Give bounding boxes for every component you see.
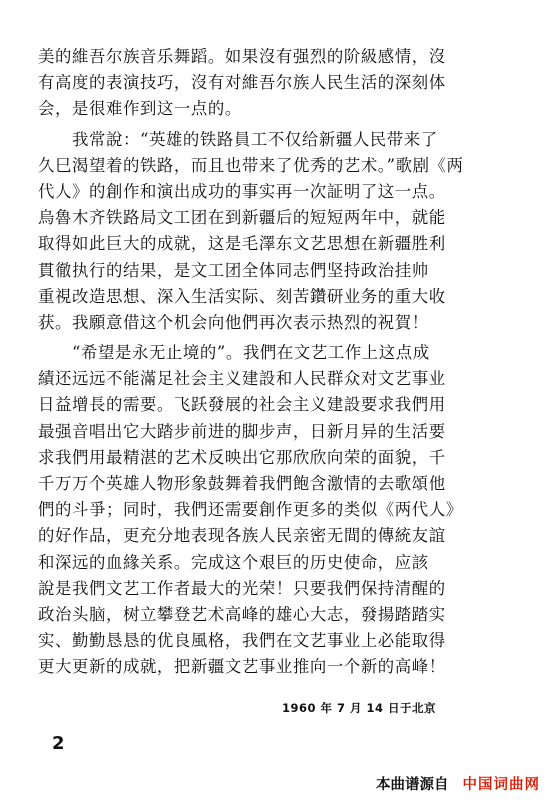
text-line: 我常說：“英雄的铁路員工不仅给新疆人民带来了: [72, 129, 438, 149]
text-line: 千万万个英雄人物形象鼓舞着我們飽含激情的去歌頌他: [38, 474, 446, 493]
date-line: 1960 年 7 月 14 日于北京: [282, 701, 437, 715]
text-line: 政治头脑，树立攀登艺术高峰的雄心大志，發揚踏踏实: [38, 604, 446, 624]
watermark-source-text: 本曲谱源自: [376, 777, 449, 793]
text-line: 烏魯木齐铁路局文工团在到新疆后的短短两年中，就能: [38, 208, 446, 228]
text-line: 更大更新的成就，把新疆文艺事业推向一个新的高峰！: [38, 657, 446, 677]
page-number: 2: [52, 733, 65, 754]
text-line: 日益增長的需要。飞跃發展的社会主义建設要求我們用: [38, 395, 446, 415]
text-line: 有高度的表演技巧，沒有对維吾尔族人民生活的深刻体: [38, 73, 446, 93]
body-text: [38, 44, 516, 681]
text-line: 久巳渴望着的铁路，而且也带来了优秀的艺术。”歌剧《两: [38, 155, 464, 175]
text-line: 获。我願意借这个机会向他們再次表示热烈的祝賀！: [38, 312, 429, 332]
text-line: “希望是永无止境的”。我們在文艺工作上这点成: [72, 343, 430, 363]
text-line: 貫徹执行的结果，是文工团全体同志們坚持政治挂帅: [38, 260, 429, 280]
paragraph: [38, 44, 516, 123]
watermark-site-link[interactable]: 中国词曲网: [462, 777, 540, 793]
text-line: 实、勤勤恳恳的优良風格，我們在文艺事业上必能取得: [38, 631, 446, 651]
text-line: 美的維吾尔族音乐舞蹈。如果沒有强烈的阶級感情，沒: [38, 47, 446, 66]
text-line: 績还远远不能滿足社会主义建設和人民群众对文艺事业: [38, 369, 446, 389]
text-line: 們的斗爭；同时，我們还需要創作更多的类似《两代人》: [38, 500, 463, 520]
watermark: [376, 773, 540, 794]
text-line: 会，是很难作到这一点的。: [38, 99, 242, 119]
text-line: 重視改造思想、深入生活实际、刻苦鑽研业务的重大收: [38, 286, 446, 306]
text-line: 求我們用最精湛的艺术反映出它那欣欣向荣的面貌，千: [38, 447, 446, 467]
text-line: 說是我們文艺工作者最大的光荣！只要我們保持清醒的: [38, 578, 446, 598]
paragraph: [38, 127, 516, 337]
text-line: 代人》的創作和演出成功的事实再一次証明了这一点。: [38, 181, 446, 201]
text-line: 取得如此巨大的成就，这是毛澤东文艺思想在新疆胜利: [38, 234, 446, 254]
text-line: 和深远的血緣关系。完成这个艰巨的历史使命，应該: [38, 552, 429, 572]
paragraph: [38, 340, 516, 680]
text-line: 最强音唱出它大踏步前进的脚步声，日新月异的生活要: [38, 421, 446, 441]
text-line: 的好作品，更充分地表现各族人民亲密无間的傳統友誼: [38, 526, 446, 546]
